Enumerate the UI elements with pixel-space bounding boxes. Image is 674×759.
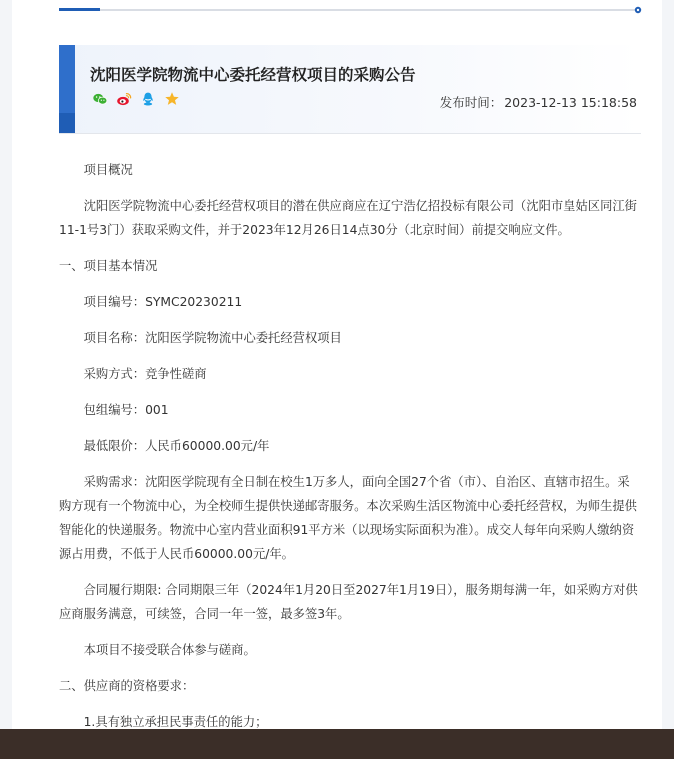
reading-progress [59,9,638,11]
section-heading-basic-info: 一、项目基本情况 [59,259,158,273]
share-buttons [92,91,180,107]
progress-end-icon [634,6,642,14]
package-number: 包组编号：001 [83,403,169,417]
project-name: 项目名称：沈阳医学院物流中心委托经营权项目 [83,331,342,345]
section-heading-qualifications: 二、供应商的资格要求： [59,679,195,693]
minimum-price: 最低限价：人民币60000.00元/年 [83,439,270,453]
qualification-item: 1.具有独立承担民事责任的能力； [83,715,268,729]
wechat-icon[interactable] [92,91,108,107]
publish-time-value: 2023-12-13 15:18:58 [504,95,637,110]
header-divider [59,133,641,134]
reading-progress-fill [59,8,100,11]
project-number: 项目编号：SYMC20230211 [83,295,243,309]
star-icon[interactable] [164,91,180,107]
footer-bar [0,729,674,759]
header-accent-bar [59,45,75,133]
page-title: 沈阳医学院物流中心委托经营权项目的采购公告 [90,66,416,84]
procurement-method: 采购方式：竞争性磋商 [83,367,207,381]
overview-paragraph: 沈阳医学院物流中心委托经营权项目的潜在供应商应在辽宁浩亿招投标有限公司（沈阳市皇姑区同江街11-1号3门）获取采购文件，并于2023年12月26日14点30分（北京时间）前提交响应文件。 [59,199,637,237]
article-header [59,45,641,133]
article-body [59,158,641,746]
procurement-requirements: 采购需求：沈阳医学院现有全日制在校生1万多人，面向全国27个省（市）、自治区、直辖市招生。采购方现有一个物流中心，为全校师生提供快递邮寄服务。本次采购生活区物流中心委托经营权，为师生提供智能化的快递服务。物流中心室内营业面积91平方米（以现场实际面积为准）。成交人每年向采购人缴纳资源占用费，不低于人民币60000.00元/年。 [59,475,637,561]
section-overview-heading: 项目概况 [83,163,133,177]
qq-icon[interactable] [140,91,156,107]
consortium-note: 本项目不接受联合体参与磋商。 [83,643,256,657]
publish-time-label: 发布时间： [439,95,503,110]
weibo-icon[interactable] [116,91,132,107]
publish-time [440,93,637,111]
contract-period: 合同履行期限: 合同期限三年（2024年1月20日至2027年1月19日），服务期每满一年，如采购方对供应商服务满意，可续签，合同一年一签，最多签3年。 [59,583,638,621]
